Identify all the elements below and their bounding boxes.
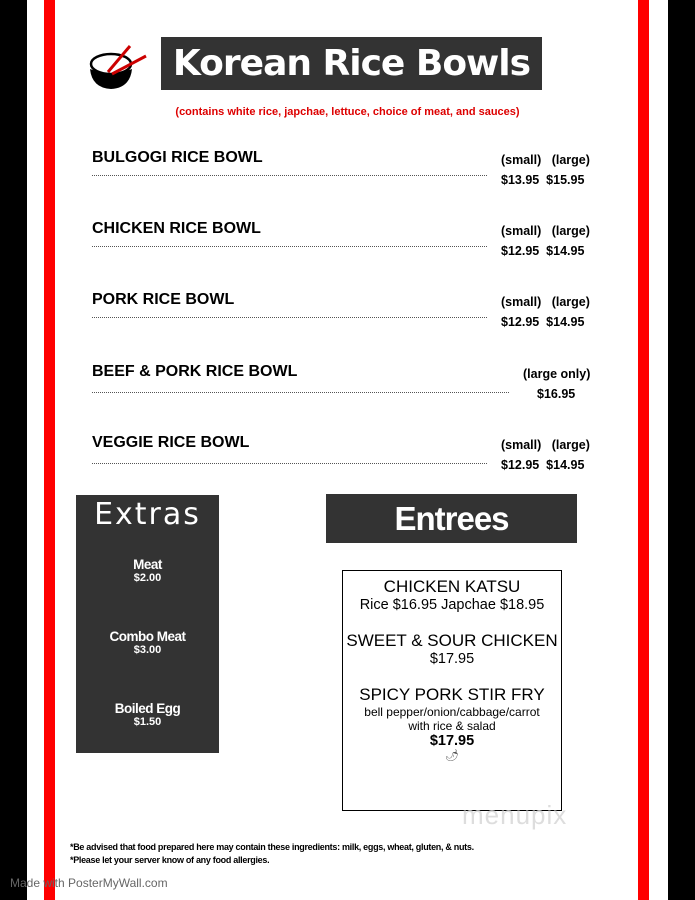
rice-bowl-icon (86, 42, 150, 92)
made-with-credit: Made with PosterMyWall.com (10, 876, 168, 890)
dotted-leader (92, 317, 487, 318)
right-red-stripe (638, 0, 649, 900)
item-name: BEEF & PORK RICE BOWL (92, 363, 298, 380)
extra-name: Meat (133, 557, 162, 572)
left-red-stripe (44, 0, 55, 900)
entree-price: $17.95 (429, 651, 475, 667)
dotted-leader (92, 246, 487, 247)
item-sizes: (small) (large) (501, 153, 590, 167)
extra-item (76, 701, 219, 728)
allergy-note: *Be advised that food prepared here may contain these ingredients: milk, eggs, wheat, gluten, & nuts. (70, 842, 474, 852)
entree-description: with rice & salad (408, 719, 496, 733)
watermark: menupix (462, 800, 568, 830)
item-sizes: (small) (large) (501, 438, 590, 452)
item-sizes: (small) (large) (501, 295, 590, 309)
left-border (0, 0, 27, 900)
right-border (668, 0, 695, 900)
entree-description: bell pepper/onion/cabbage/carrot (364, 705, 540, 719)
extra-name: Boiled Egg (114, 701, 181, 716)
item-prices: $12.95 $14.95 (501, 458, 585, 472)
item-name: VEGGIE RICE BOWL (92, 434, 250, 451)
dotted-leader (92, 463, 487, 464)
extra-item (76, 629, 219, 656)
item-prices: $12.95 $14.95 (501, 315, 585, 329)
chili-pepper-icon: 🌶 (445, 750, 459, 762)
entree-price: Rice $16.95 Japchae $18.95 (359, 597, 545, 613)
item-name: CHICKEN RICE BOWL (92, 220, 261, 237)
page-title: Korean Rice Bowls (161, 37, 542, 90)
extra-price: $1.50 (133, 716, 162, 728)
extra-price: $2.00 (133, 572, 162, 584)
extras-panel (76, 495, 219, 753)
entree-name: SPICY PORK STIR FRY (359, 685, 545, 704)
entree-name: SWEET & SOUR CHICKEN (346, 631, 558, 650)
entrees-box (342, 570, 562, 811)
extra-price: $3.00 (133, 644, 162, 656)
extra-name: Combo Meat (109, 629, 186, 644)
allergy-note: *Please let your server know of any food allergies. (70, 855, 270, 865)
entrees-title: Entrees (326, 494, 577, 543)
subtitle: (contains white rice, japchae, lettuce, choice of meat, and sauces) (175, 106, 520, 118)
extras-title: Extras (94, 497, 201, 532)
dotted-leader (92, 175, 487, 176)
item-sizes: (large only) (523, 367, 591, 381)
item-prices: $13.95 $15.95 (501, 173, 585, 187)
dotted-leader (92, 392, 509, 393)
extra-item (76, 557, 219, 584)
entree-price: $17.95 (429, 733, 475, 749)
item-prices: $12.95 $14.95 (501, 244, 585, 258)
entree-name: CHICKEN KATSU (383, 577, 521, 596)
item-prices: $16.95 (537, 387, 576, 401)
item-name: BULGOGI RICE BOWL (92, 149, 263, 166)
item-name: PORK RICE BOWL (92, 291, 235, 308)
item-sizes: (small) (large) (501, 224, 590, 238)
